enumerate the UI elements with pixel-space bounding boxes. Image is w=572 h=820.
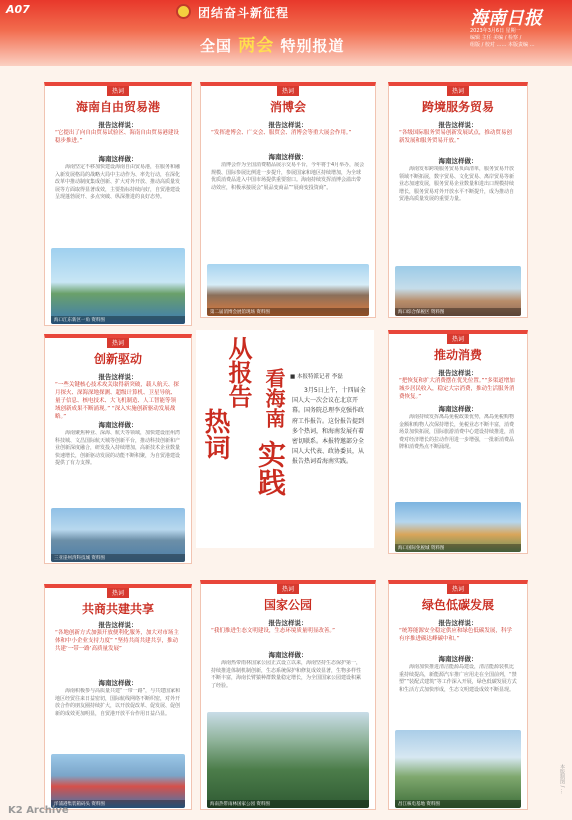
card-body: 海南持续发挥离岛免税政策优势，离岛免税购物金额和购物人次保持增长，免税业态不断丰富，消费场景加快拓展，国际旅游消费中心建设持续推进，消费对经济增长的拉动作用进一步增强，一批新消费品牌和消费热点不断涌现。 <box>399 414 515 450</box>
hotword-tag: 热词 <box>447 333 469 344</box>
report-label: 报告这样说： <box>268 619 308 627</box>
hotword-tag: 热词 <box>107 587 129 598</box>
hotword-card <box>388 82 528 318</box>
banner-top: 团结奋斗新征程 <box>198 6 290 20</box>
report-quote: “它提出了向自由贸易试验区、海南自由贸易港建设稳步推进。” <box>55 130 179 144</box>
dateline: 组版 / 校对 …… 本版责编 … <box>470 42 535 48</box>
report-label: 报告这样说： <box>438 121 478 129</box>
hotword-tag: 热词 <box>107 85 129 96</box>
card-body: 海南加快推进清洁能源岛建设，清洁能源装机比重持续提高，新能源汽车推广应用走在全国前列，“禁塑”“装配式建筑”等工作深入开展，绿色低碳发展方式和生活方式加快形成，生态文明建设成效不断显现。 <box>399 664 517 693</box>
photo-caption: 三亚崖州湾科技城 资料图 <box>51 554 185 562</box>
report-quote: “一些关键核心技术攻关取得新突破，载人航天、探月探火、深海深地探测、超级计算机、卫星导航、量子信息、核电技术、大飞机制造、人工智能等领域创新成果不断涌现。” “深入实施创新驱动发展战略。” <box>55 382 179 420</box>
page-header <box>0 0 572 66</box>
image-credit: 本版制图 / … <box>559 764 565 794</box>
hotword-tag: 热词 <box>447 583 469 594</box>
card-body: 海南热带雨林国家公园正式设立以来，海南坚持生态保护第一，持续推进体制机制创新，生态系统保护和修复成效显著，生物多样性不断丰富，海南长臂猿种群数量稳定增长，为全国国家公园建设积累了经验。 <box>211 660 362 689</box>
hainan-label: 海南这样做： <box>98 679 138 687</box>
photo-caption: 海南热带雨林国家公园 资料图 <box>207 800 369 808</box>
hainan-label: 海南这样做： <box>268 153 308 161</box>
photo <box>395 502 521 552</box>
card-title: 海南自由贸易港 <box>75 100 160 114</box>
hotword-card <box>200 82 376 318</box>
hotword-tag: 热词 <box>277 85 299 96</box>
report-quote: “把恢复和扩大消费摆在优先位置。”“多渠道增加城乡居民收入，稳定大宗消费，推动生活服务消费恢复。” <box>399 378 515 400</box>
hotword-card <box>200 580 376 810</box>
hotword-tag: 热词 <box>447 85 469 96</box>
photo <box>207 264 369 316</box>
page-number: A07 <box>6 3 30 16</box>
report-label: 报告这样说： <box>268 121 308 129</box>
card-title: 绿色低碳发展 <box>421 598 494 612</box>
feature-title: 实践 <box>254 440 287 496</box>
card-title: 创新驱动 <box>93 352 142 366</box>
photo-caption: 第二届消博会展馆现场 资料图 <box>207 308 369 316</box>
photo <box>207 712 369 808</box>
hainan-label: 海南这样做： <box>438 157 478 165</box>
hainan-label: 海南这样做： <box>438 405 478 413</box>
photo <box>395 730 521 808</box>
card-body: 消博会作为全国消费精品展示交易平台，今年将于4月举办，展会规模、国际参展比例进一步提升，参展国家和地区持续增加，为全球优质消费品进入中国市场提供重要窗口。海南持续发挥消博会溢出带动效应，积极承接展会“展品变商品”“展商变投资商”。 <box>211 162 365 191</box>
newspaper-logo: 海南日报 <box>470 8 542 29</box>
card-title: 共商共建共享 <box>81 602 154 616</box>
hotword-card <box>388 330 528 554</box>
dateline: 编辑 主任 美编 / 检察 / <box>470 35 522 41</box>
report-label: 报告这样说： <box>98 621 138 629</box>
report-quote: “发挥进博会、广交会、服贸会、消博会等重大展会作用。” <box>211 130 352 136</box>
hainan-label: 海南这样做： <box>98 155 138 163</box>
photo <box>51 754 185 808</box>
hotword-card <box>44 584 192 810</box>
feature-title: 热词 <box>200 408 230 460</box>
card-body: 海南发布跨境服务贸易负面清单，服务贸易开放领域不断拓展，数字贸易、文化贸易、离岸贸易等新业态加速发展，服务贸易企业数量和进出口规模持续增长，服务贸易对外开放水平不断提升，成为推动自贸港高质量发展的重要力量。 <box>399 166 515 202</box>
emblem-icon <box>176 4 191 19</box>
photo-caption: 海口江东新区一角 资料图 <box>51 316 185 324</box>
report-label: 报告这样说： <box>98 373 138 381</box>
hainan-label: 海南这样做： <box>268 651 308 659</box>
photo-caption: 海口综合保税区 资料图 <box>395 308 521 316</box>
card-title: 跨境服务贸易 <box>421 100 494 114</box>
report-quote: “我们推进生态文明建设，生态环境质量明显改善。” <box>211 628 335 634</box>
photo-caption: 昌江核电基地 资料图 <box>395 800 521 808</box>
photo <box>395 266 521 316</box>
report-label: 报告这样说： <box>438 619 478 627</box>
card-title: 国家公园 <box>263 598 312 612</box>
hainan-label: 海南这样做： <box>98 421 138 429</box>
report-label: 报告这样说： <box>438 369 478 377</box>
hotword-card <box>44 82 192 326</box>
hotword-tag: 热词 <box>277 583 299 594</box>
lead-paragraph: 3月5日上午，十四届全国人大一次会议在北京开幕。国务院总理李克强作政府工作报告。这份报告提到多个热词，和海南发展有着密切联系。本报特邀部分全国人大代表、政协委员，从报告热词看海南实践。 <box>292 387 366 466</box>
photo-caption: 海口国际免税城 资料图 <box>395 544 521 552</box>
byline: ■ 本报特派记者 李磊 <box>290 374 343 380</box>
report-quote: “各地创新方式加强开放便利化服务，加大对市场主体和中小企业支持力度” “坚持共商共建共享，推动共建‘一带一路’高质量发展” <box>55 630 179 652</box>
watermark: K2 Archive <box>8 805 69 816</box>
photo <box>51 248 185 324</box>
feature-block <box>196 330 374 548</box>
report-quote: “统筹能源安全稳定供应和绿色低碳发展，科学有序推进碳达峰碳中和。” <box>399 628 512 642</box>
hotword-card <box>44 334 192 564</box>
feature-title: 从报告 <box>224 336 253 408</box>
card-body: 海南聚焦种业、深海、航天等领域，加快建设崖州湾科技城、文昌国际航天城等创新平台，推动科技创新和产业创新深度融合，研发投入持续增加，高新技术企业数量快速增长，创新驱动发展的动能不断积聚，为自贸港建设提供了有力支撑。 <box>55 430 181 466</box>
report-quote: “各级国际服务贸易创新发展试点，推动贸易创新发展和服务贸易开放。” <box>399 130 512 144</box>
card-body: 海南积极参与高质量共建“一带一路”，与共建国家和地区经贸往来日益密切，国际航线网络不断织密，对外开放合作的朋友圈持续扩大，以开放促改革、促发展、促创新的成效更加明显，自贸港开放平台作用日益凸显。 <box>55 688 181 717</box>
card-title: 消博会 <box>269 100 306 114</box>
card-title: 推动消费 <box>433 348 482 362</box>
banner-title: 全国 两会 特别报道 <box>200 36 345 56</box>
dateline: 2023年3月6日 星期一 <box>470 28 521 34</box>
hainan-label: 海南这样做： <box>438 655 478 663</box>
photo <box>51 508 185 562</box>
card-body: 海南坚定不移加快建设海南自由贸易港，在服务和融入新发展格局的战略大局中主动作为、率先行动，在深化改革中推动制度集成创新、扩大对外开放、推动高质量发展等方面取得显著成效，主要指标持续向好，自贸港建设呈现蓬勃展开、多点突破、纵深推进的良好态势。 <box>55 164 181 200</box>
report-label: 报告这样说： <box>98 121 138 129</box>
hotword-card <box>388 580 528 810</box>
photo-caption: 洋浦港集装箱码头 资料图 <box>51 800 185 808</box>
hotword-tag: 热词 <box>107 337 129 348</box>
feature-title: 看海南 <box>262 368 286 428</box>
